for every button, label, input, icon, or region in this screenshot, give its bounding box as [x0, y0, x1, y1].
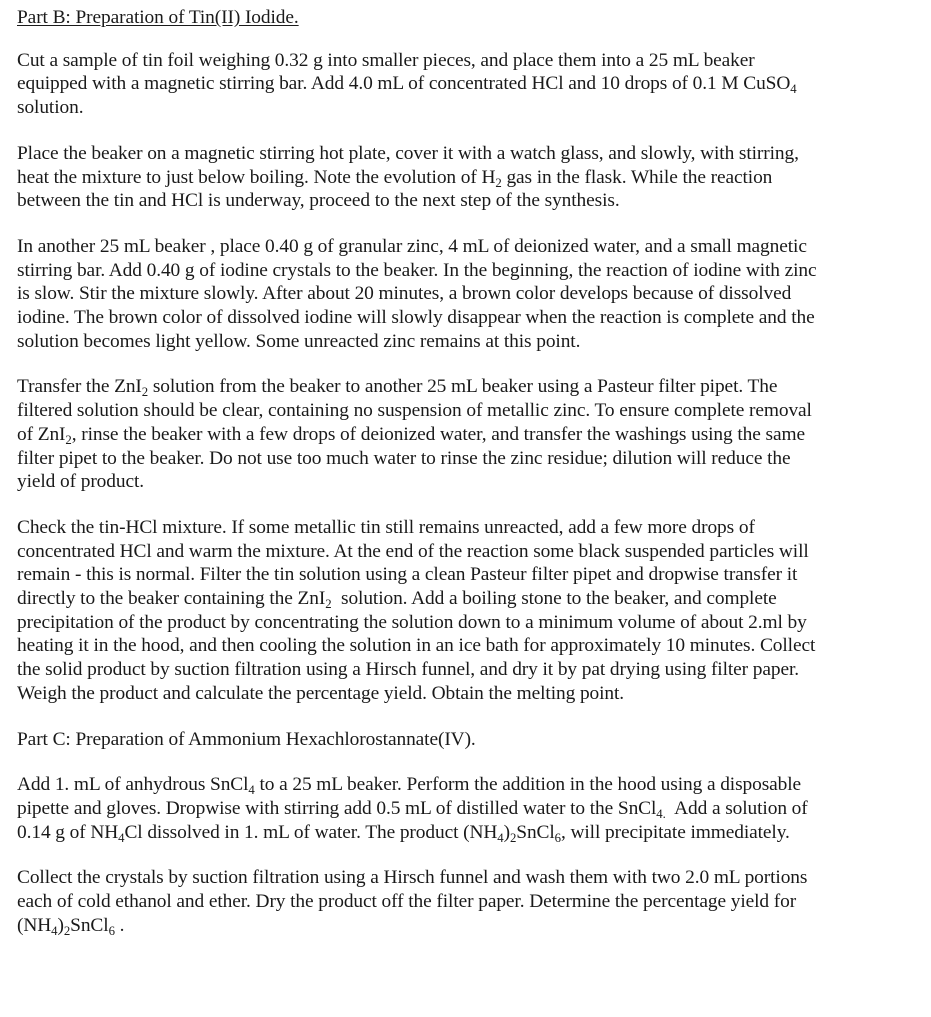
- spacer: [17, 751, 922, 773]
- part-b-paragraph-2: [17, 142, 922, 213]
- text-run: solution from the beaker to another 25 mL beaker using a Pasteur filter pipet. The: [148, 376, 778, 398]
- subscript: 2: [65, 432, 72, 447]
- text-run: 0.14 g of NH: [17, 821, 119, 843]
- text-line: the solid product by suction filtration using a Hirsch funnel, and dry it by pat drying using filter paper.: [17, 659, 800, 681]
- spacer: [17, 30, 922, 49]
- text-line: filtered solution should be clear, containing no suspension of metallic zinc. To ensure complete removal: [17, 400, 812, 422]
- text-line: stirring bar. Add 0.40 g of iodine crystals to the beaker. In the beginning, the reaction of iodine with zinc: [17, 259, 817, 281]
- part-b-paragraph-3: [17, 235, 922, 354]
- text-run: Add a solution of: [665, 797, 808, 819]
- part-c-paragraph-1: [17, 773, 922, 844]
- text-run: , rinse the beaker with a few drops of deionized water, and transfer the washings using the same: [71, 423, 805, 445]
- text-line: In another 25 mL beaker , place 0.40 g of granular zinc, 4 mL of deionized water, and a small magnetic: [17, 235, 807, 257]
- text-run: ): [57, 914, 64, 936]
- subscript: 6: [108, 923, 115, 938]
- text-line: concentrated HCl and warm the mixture. At the end of the reaction some black suspended particles will: [17, 540, 809, 562]
- text-run: SnCl: [70, 914, 109, 936]
- subscript: 2: [495, 175, 502, 190]
- text-run: equipped with a magnetic stirring bar. Add 4.0 mL of concentrated HCl and 10 drops of 0.1 M CuSO: [17, 73, 791, 95]
- subscript: 4: [51, 923, 58, 938]
- subscript: 4.: [656, 807, 666, 822]
- text-line: iodine. The brown color of dissolved iodine will slowly disappear when the reaction is complete and the: [17, 307, 815, 329]
- text-line: remain - this is normal. Filter the tin solution using a clean Pasteur filter pipet and dropwise transfer it: [17, 564, 798, 586]
- text-line: [17, 166, 922, 190]
- text-line: Collect the crystals by suction filtration using a Hirsch funnel and wash them with two 2.0 mL portions: [17, 867, 808, 889]
- text-line: between the tin and HCl is underway, proceed to the next step of the synthesis.: [17, 190, 620, 212]
- text-line: precipitation of the product by concentrating the solution down to a minimum volume of about 2.ml by: [17, 611, 807, 633]
- text-run: heat the mixture to just below boiling. Note the evolution of H: [17, 166, 496, 188]
- text-line: [17, 423, 922, 447]
- spacer: [17, 494, 922, 516]
- subscript: 2: [325, 597, 332, 612]
- text-line: is slow. Stir the mixture slowly. After about 20 minutes, a brown color develops because of dissolved: [17, 283, 792, 305]
- text-line: solution.: [17, 97, 84, 119]
- text-line: [17, 773, 922, 797]
- part-b-paragraph-4: [17, 375, 922, 494]
- text-line: [17, 821, 922, 845]
- text-run: .: [114, 914, 125, 936]
- text-line: [17, 914, 922, 938]
- text-line: Cut a sample of tin foil weighing 0.32 g into smaller pieces, and place them into a 25 mL beaker: [17, 49, 755, 71]
- text-line: [17, 72, 922, 96]
- text-line: each of cold ethanol and ether. Dry the product off the filter paper. Determine the percentage yield for: [17, 891, 797, 913]
- spacer: [17, 706, 922, 728]
- subscript: 4: [790, 82, 797, 97]
- subscript: 6: [554, 830, 561, 845]
- subscript: 2: [63, 923, 71, 938]
- text-run: Add 1. mL of anhydrous SnCl: [17, 774, 249, 796]
- text-line: yield of product.: [17, 471, 144, 493]
- text-line: [17, 375, 922, 399]
- text-run: Cl dissolved in 1. mL of water. The product (NH: [124, 821, 498, 843]
- text-run: gas in the flask. While the reaction: [501, 166, 773, 188]
- part-b-paragraph-1: [17, 49, 922, 120]
- spacer: [17, 120, 922, 142]
- text-run: pipette and gloves. Dropwise with stirring add 0.5 mL of distilled water to the SnCl: [17, 797, 657, 819]
- text-run: Transfer the ZnI: [17, 376, 142, 398]
- spacer: [17, 213, 922, 235]
- text-line: [17, 587, 922, 611]
- spacer: [17, 844, 922, 866]
- text-run: directly to the beaker containing the ZnI: [17, 588, 326, 610]
- text-line: filter pipet to the beaker. Do not use too much water to rinse the zinc residue; dilution will reduce the: [17, 447, 791, 469]
- subscript: 4: [248, 783, 255, 798]
- subscript: 4: [497, 830, 504, 845]
- part-b-paragraph-5: [17, 516, 922, 706]
- subscript: 4: [118, 830, 125, 845]
- subscript: 2: [141, 385, 149, 400]
- subscript: 2: [509, 830, 517, 845]
- part-b-heading: Part B: Preparation of Tin(II) Iodide.: [17, 7, 299, 28]
- part-c-paragraph-2: [17, 866, 922, 937]
- text-run: of ZnI: [17, 423, 66, 445]
- text-run: ): [503, 821, 510, 843]
- text-line: solution becomes light yellow. Some unreacted zinc remains at this point.: [17, 330, 581, 352]
- document-page: [17, 6, 922, 938]
- text-run: (NH: [17, 914, 52, 936]
- text-run: solution. Add a boiling stone to the beaker, and complete: [331, 588, 777, 610]
- text-run: , will precipitate immediately.: [560, 821, 790, 843]
- text-line: [17, 797, 922, 821]
- text-run: SnCl: [516, 821, 555, 843]
- part-c-heading: Part C: Preparation of Ammonium Hexachlorostannate(IV).: [17, 728, 476, 750]
- text-line: heating it in the hood, and then cooling the solution in an ice bath for approximately 10 minutes. Collect: [17, 635, 816, 657]
- text-line: Check the tin-HCl mixture. If some metallic tin still remains unreacted, add a few more drops of: [17, 516, 755, 538]
- spacer: [17, 353, 922, 375]
- text-line: Place the beaker on a magnetic stirring hot plate, cover it with a watch glass, and slowly, with stirring,: [17, 142, 799, 164]
- text-run: to a 25 mL beaker. Perform the addition in the hood using a disposable: [254, 774, 802, 796]
- text-line: Weigh the product and calculate the percentage yield. Obtain the melting point.: [17, 682, 625, 704]
